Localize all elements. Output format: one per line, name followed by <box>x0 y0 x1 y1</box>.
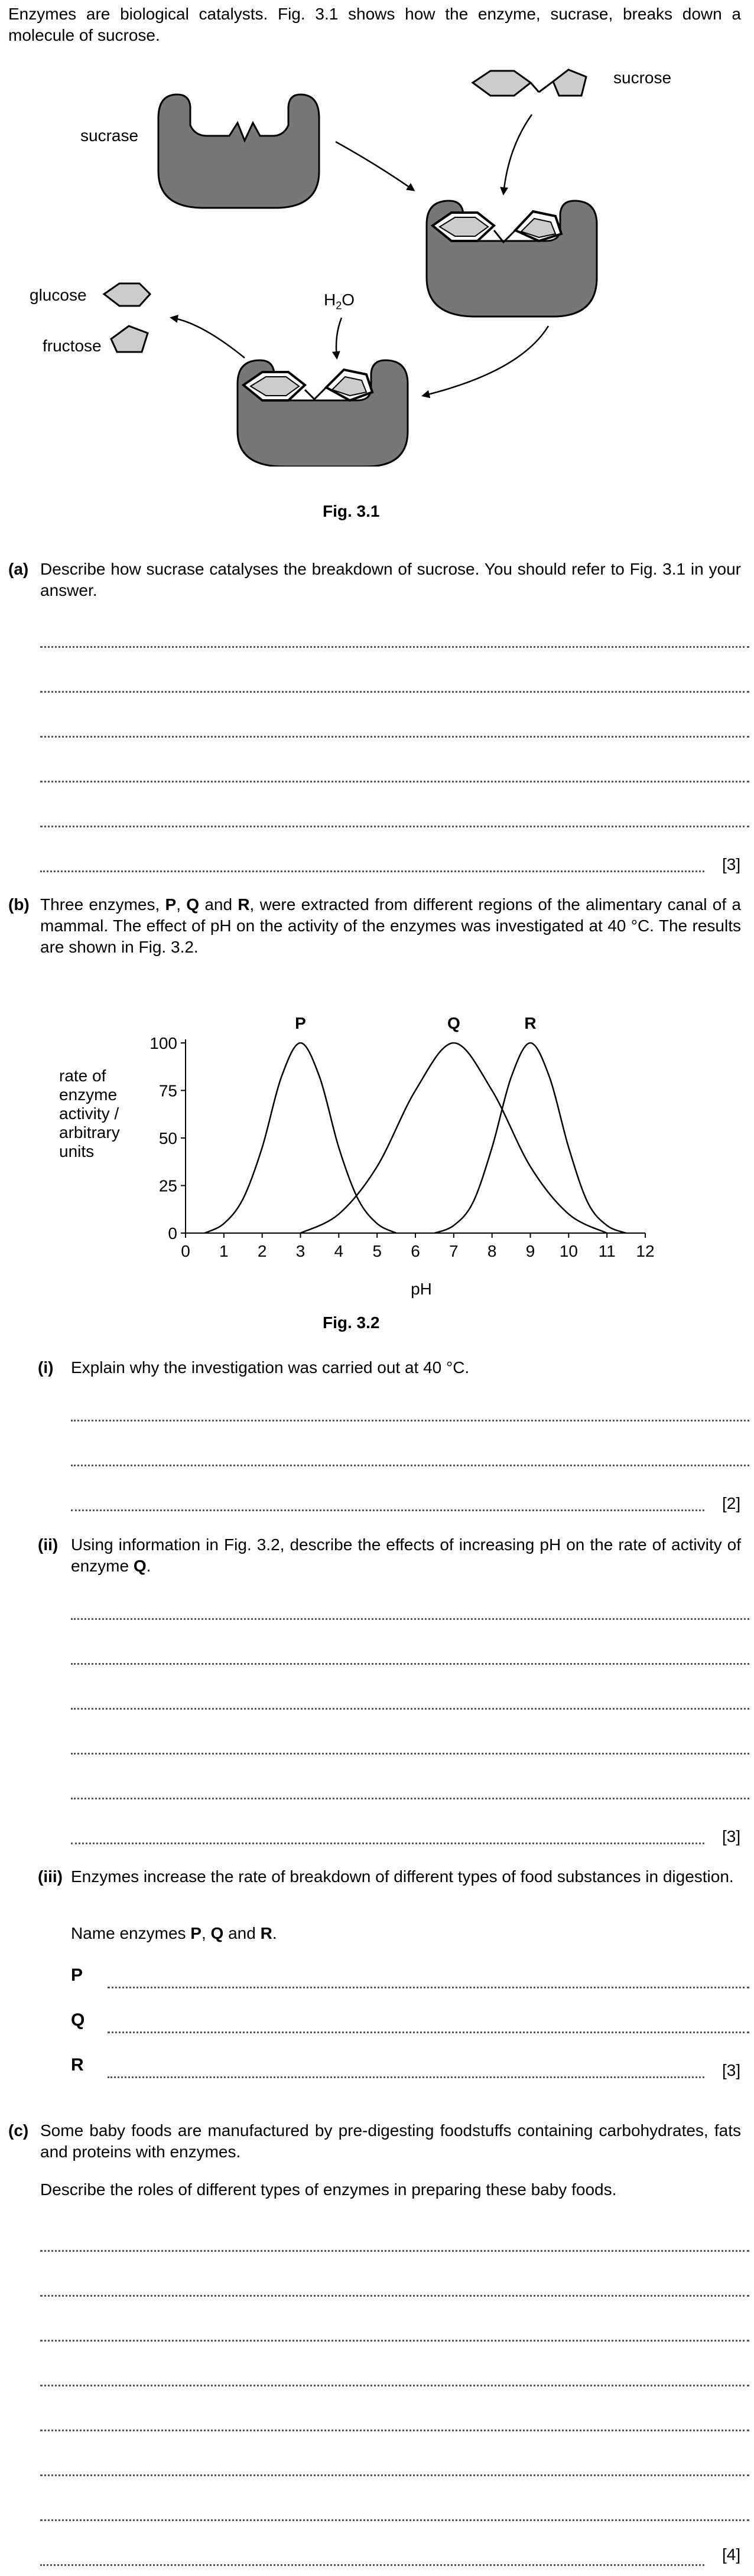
y-tick-label: 100 <box>150 1034 177 1052</box>
answer-line-c-8[interactable] <box>40 2564 704 2566</box>
label-water: $H_2O$ <box>324 291 355 312</box>
arrow-sucrase-to-complex <box>336 142 414 190</box>
question-biii-label: (iii) <box>38 1867 63 1886</box>
enzyme-q-label: Q <box>71 2010 85 2030</box>
enzyme-substrate-complex-2 <box>238 360 408 467</box>
y-tick-label: 50 <box>158 1129 177 1147</box>
answer-line-bi-2[interactable] <box>71 1465 749 1466</box>
enzyme-substrate-complex-1 <box>427 201 597 317</box>
enzyme-q-answer-line[interactable] <box>108 2032 749 2033</box>
question-bi-label: (i) <box>38 1358 54 1377</box>
question-bi-marks: [2] <box>722 1494 741 1512</box>
answer-line-bii-6[interactable] <box>71 1843 704 1844</box>
answer-line-a-3[interactable] <box>40 736 749 738</box>
question-bii-text: Using information in Fig. 3.2, describe the effects of increasing pH on the rate of activity of enzyme Q. <box>71 1535 741 1575</box>
label-sucrose: sucrose <box>613 69 672 87</box>
question-biii-instruction: Name enzymes P, Q and R. <box>71 1924 277 1942</box>
arrow-water-in <box>336 318 342 358</box>
y-tick-label: 0 <box>168 1224 177 1243</box>
series-line-r <box>434 1043 626 1233</box>
series-label-r: R <box>524 1014 537 1032</box>
x-tick-label: 5 <box>372 1242 382 1260</box>
answer-line-bi-1[interactable] <box>71 1420 749 1421</box>
x-tick-label: 10 <box>559 1242 578 1260</box>
answer-line-c-5[interactable] <box>40 2430 749 2431</box>
answer-line-c-6[interactable] <box>40 2474 749 2476</box>
fig-3-2-chart <box>0 969 754 1299</box>
answer-line-c-3[interactable] <box>40 2340 749 2342</box>
x-tick-label: 4 <box>334 1242 344 1260</box>
question-c-marks: [4] <box>722 2545 741 2564</box>
arrow-complex-to-products-complex <box>423 326 548 396</box>
glucose-molecule <box>104 283 150 306</box>
answer-line-bii-5[interactable] <box>71 1798 749 1799</box>
answer-line-a-4[interactable] <box>40 781 749 782</box>
answer-line-bi-3[interactable] <box>71 1509 704 1511</box>
question-b-label: (b) <box>8 895 30 914</box>
answer-line-bii-2[interactable] <box>71 1663 749 1665</box>
enzyme-p-answer-line[interactable] <box>108 1987 749 1988</box>
question-biii-marks: [3] <box>722 2061 741 2079</box>
y-tick-label: 75 <box>158 1081 177 1100</box>
answer-line-c-4[interactable] <box>40 2385 749 2386</box>
sucrase-enzyme-shape <box>158 94 319 208</box>
enzyme-r-label: R <box>71 2055 84 2075</box>
x-tick-label: 11 <box>598 1242 616 1260</box>
question-c-label: (c) <box>8 2121 29 2140</box>
question-a-label: (a) <box>8 560 29 578</box>
answer-line-a-5[interactable] <box>40 826 749 827</box>
x-tick-label: 7 <box>449 1242 459 1260</box>
chart-ylabel: rate of enzyme activity / arbitrary units <box>59 1067 120 1160</box>
x-tick-label: 8 <box>487 1242 497 1260</box>
label-fructose: fructose <box>43 337 102 355</box>
question-bi-text: Explain why the investigation was carried out at 40 °C. <box>71 1358 470 1377</box>
label-sucrase: sucrase <box>80 126 139 145</box>
question-b-text: Three enzymes, P, Q and R, were extracted from different regions of the alimentary canal of a mammal. The effect of pH on the activity of the enzymes was investigated at 40 °C. The results are shown in Fig. 3.2. <box>40 895 741 956</box>
arrow-to-products <box>171 318 245 358</box>
x-tick-label: 2 <box>257 1242 267 1260</box>
answer-line-a-2[interactable] <box>40 691 749 693</box>
series-label-q: Q <box>447 1014 460 1032</box>
question-biii-text: Enzymes increase the rate of breakdown of different types of food substances in digestion. <box>71 1867 734 1886</box>
question-bii-label: (ii) <box>38 1535 58 1554</box>
x-tick-label: 6 <box>411 1242 420 1260</box>
question-bii-marks: [3] <box>722 1827 741 1845</box>
answer-line-a-1[interactable] <box>40 646 749 648</box>
figure-3-1-diagram <box>0 53 754 467</box>
answer-line-bii-1[interactable] <box>71 1618 749 1620</box>
series-line-p <box>204 1043 396 1233</box>
question-c-instruction: Describe the roles of different types of enzymes in preparing these baby foods. <box>40 2180 617 2199</box>
answer-line-a-6[interactable] <box>40 870 704 872</box>
x-tick-label: 0 <box>181 1242 190 1260</box>
x-tick-label: 1 <box>219 1242 229 1260</box>
question-c-text: Some baby foods are manufactured by pre-digesting foodstuffs containing carbohydrates, fats and proteins with enzymes. <box>40 2121 741 2161</box>
x-tick-label: 9 <box>525 1242 535 1260</box>
series-line-q <box>301 1043 607 1233</box>
answer-line-c-7[interactable] <box>40 2519 749 2521</box>
x-tick-label: 3 <box>295 1242 306 1260</box>
sucrose-molecule <box>473 70 586 96</box>
answer-line-c-2[interactable] <box>40 2295 749 2297</box>
arrow-sucrose-to-complex <box>503 115 532 194</box>
label-glucose: glucose <box>30 286 87 304</box>
fig-3-1-caption: Fig. 3.1 <box>323 502 380 520</box>
enzyme-r-answer-line[interactable] <box>108 2076 704 2078</box>
enzyme-p-label: P <box>71 1965 83 1985</box>
x-axis-label: pH <box>411 1280 432 1298</box>
fig-3-2-caption: Fig. 3.2 <box>323 1313 380 1332</box>
x-tick-label: 12 <box>636 1242 655 1260</box>
answer-line-bii-3[interactable] <box>71 1708 749 1710</box>
answer-line-bii-4[interactable] <box>71 1753 749 1755</box>
y-tick-label: 25 <box>158 1176 177 1195</box>
intro-text: Enzymes are biological catalysts. Fig. 3.1 shows how the enzyme, sucrase, breaks down a molecule of sucrose. <box>8 5 741 44</box>
answer-line-c-1[interactable] <box>40 2250 749 2252</box>
fructose-molecule <box>111 326 148 352</box>
question-a-marks: [3] <box>722 855 741 873</box>
series-label-p: P <box>295 1014 306 1032</box>
question-a-text: Describe how sucrase catalyses the breakdown of sucrose. You should refer to Fig. 3.1 in your answer. <box>40 560 741 599</box>
